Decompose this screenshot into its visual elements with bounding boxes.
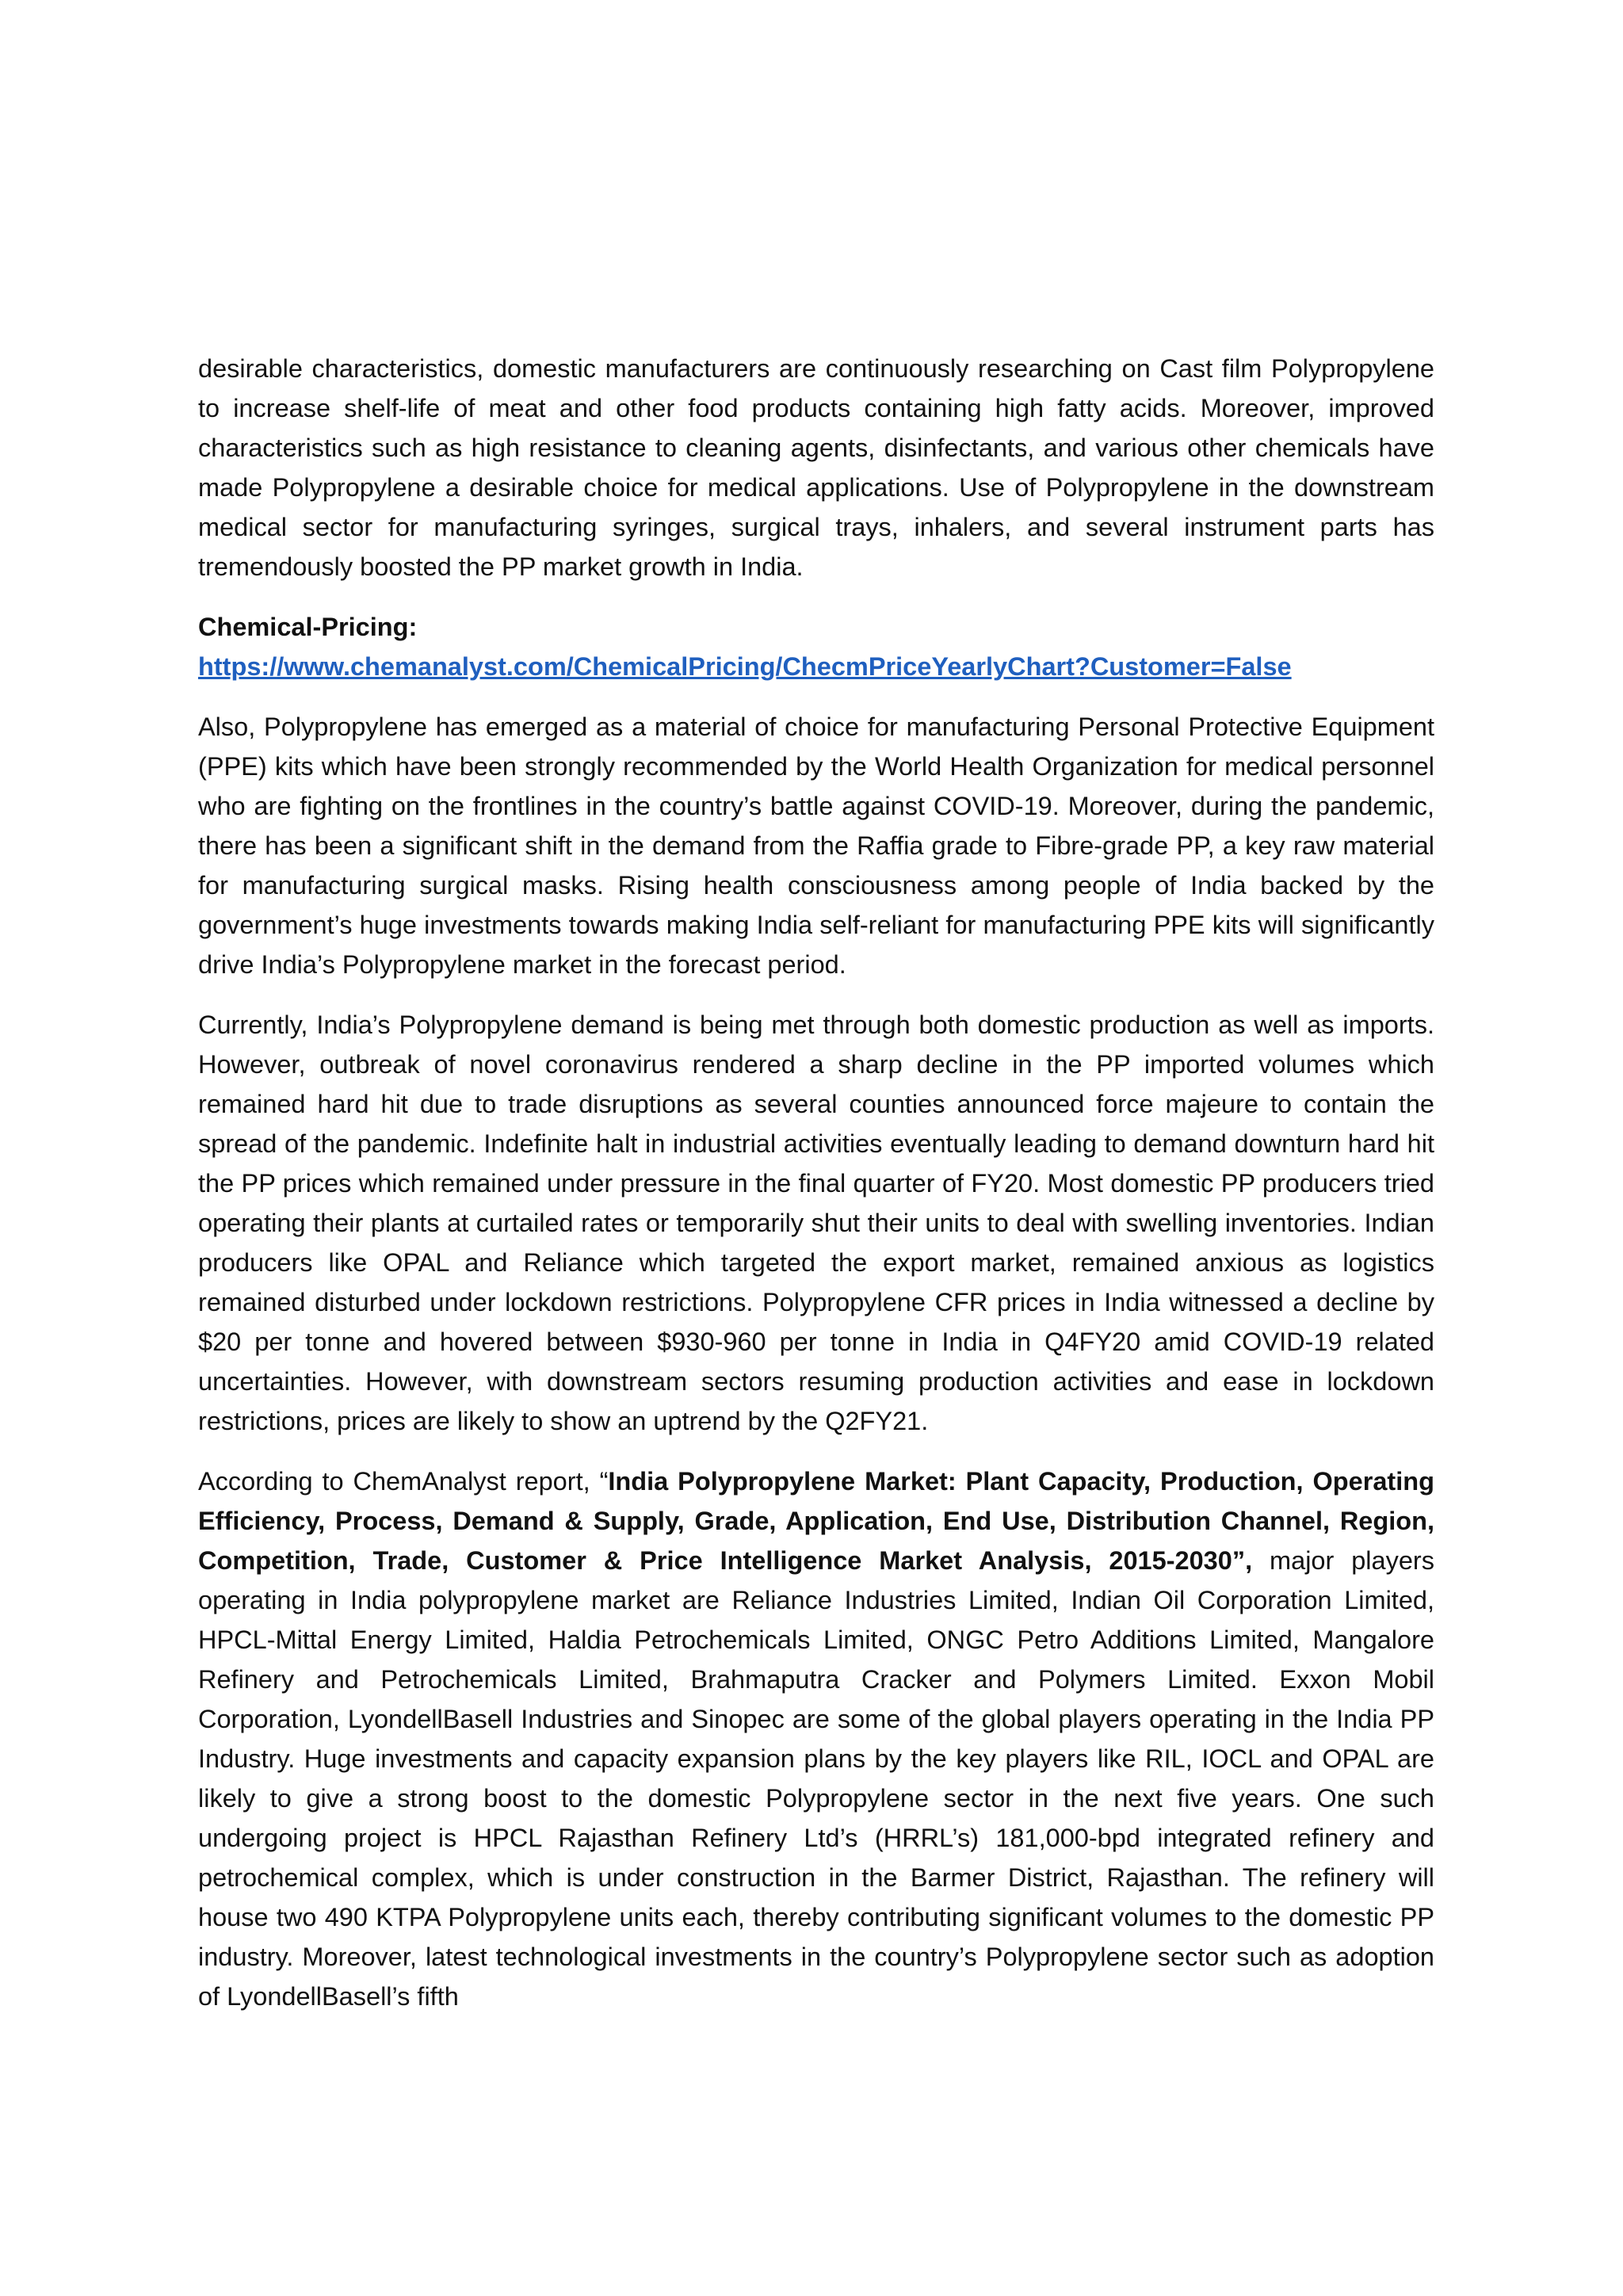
- paragraph-medical-applications: desirable characteristics, domestic manufacturers are continuously researching on Cast film Polypropylene to increase shelf-life of meat and other food products containing high fatty acids. Moreover, improved characteristics such as high resistance to cleaning agents, disinfectants, and various other chemicals have made Polypropylene a desirable choice for medical applications. Use of Polypropylene in the downstream medical sector for manufacturing syringes, surgical trays, inhalers, and several instrument parts has tremendously boosted the PP market growth in India.: [198, 354, 1434, 581]
- chemical-pricing-label: Chemical-Pricing:: [198, 613, 418, 641]
- paragraph-chemanalyst-report: [198, 1461, 1434, 2016]
- report-body-text: major players operating in India polypropylene market are Reliance Industries Limited, Indian Oil Corporation Limited, HPCL-Mittal Energy Limited, Haldia Petrochemicals Limited, ONGC Petro Additions Limited, Mangalore Refinery and Petrochemicals Limited, Brahmaputra Cracker and Polymers Limited. Exxon Mobil Corporation, LyondellBasell Industries and Sinopec are some of the global players operating in the India PP Industry. Huge investments and capacity expansion plans by the key players like RIL, IOCL and OPAL are likely to give a strong boost to the domestic Polypropylene sector in the next five years. One such undergoing project is HPCL Rajasthan Refinery Ltd’s (HRRL’s) 181,000-bpd integrated refinery and petrochemical complex, which is under construction in the Barmer District, Rajasthan. The refinery will house two 490 KTPA Polypropylene units each, thereby contributing significant volumes to the domestic PP industry. Moreover, latest technological investments in the country’s Polypropylene sector such as adoption of LyondellBasell’s fifth: [198, 1546, 1434, 2011]
- document-page: [198, 349, 1434, 2037]
- report-title: India Polypropylene Market: Plant Capacity, Production, Operating Efficiency, Process, Demand & Supply, Grade, Application, End Use, Distribution Channel, Region, Competition, Trade, Customer & Price Intelligence Market Analysis, 2015-2030”,: [198, 1467, 1434, 1575]
- report-intro-text: According to ChemAnalyst report, “: [198, 1467, 609, 1496]
- paragraph-ppe-kits: Also, Polypropylene has emerged as a material of choice for manufacturing Personal Protective Equipment (PPE) kits which have been strongly recommended by the World Health Organization for medical personnel who are fighting on the frontlines in the country’s battle against COVID-19. Moreover, during the pandemic, there has been a significant shift in the demand from the Raffia grade to Fibre-grade PP, a key raw material for manufacturing surgical masks. Rising health consciousness among people of India backed by the government’s huge investments towards making India self-reliant for manufacturing PPE kits will significantly drive India’s Polypropylene market in the forecast period.: [198, 712, 1434, 979]
- paragraph-demand-imports: Currently, India’s Polypropylene demand is being met through both domestic production as well as imports. However, outbreak of novel coronavirus rendered a sharp decline in the PP imported volumes which remained hard hit due to trade disruptions as several counties announced force majeure to contain the spread of the pandemic. Indefinite halt in industrial activities eventually leading to demand downturn hard hit the PP prices which remained under pressure in the final quarter of FY20. Most domestic PP producers tried operating their plants at curtailed rates or temporarily shut their units to deal with swelling inventories. Indian producers like OPAL and Reliance which targeted the export market, remained anxious as logistics remained disturbed under lockdown restrictions. Polypropylene CFR prices in India witnessed a decline by $20 per tonne and hovered between $930-960 per tonne in India in Q4FY20 amid COVID-19 related uncertainties. However, with downstream sectors resuming production activities and ease in lockdown restrictions, prices are likely to show an uptrend by the Q2FY21.: [198, 1010, 1434, 1435]
- chemical-pricing-link[interactable]: https://www.chemanalyst.com/ChemicalPricing/ChecmPriceYearlyChart?Customer=False: [198, 652, 1292, 681]
